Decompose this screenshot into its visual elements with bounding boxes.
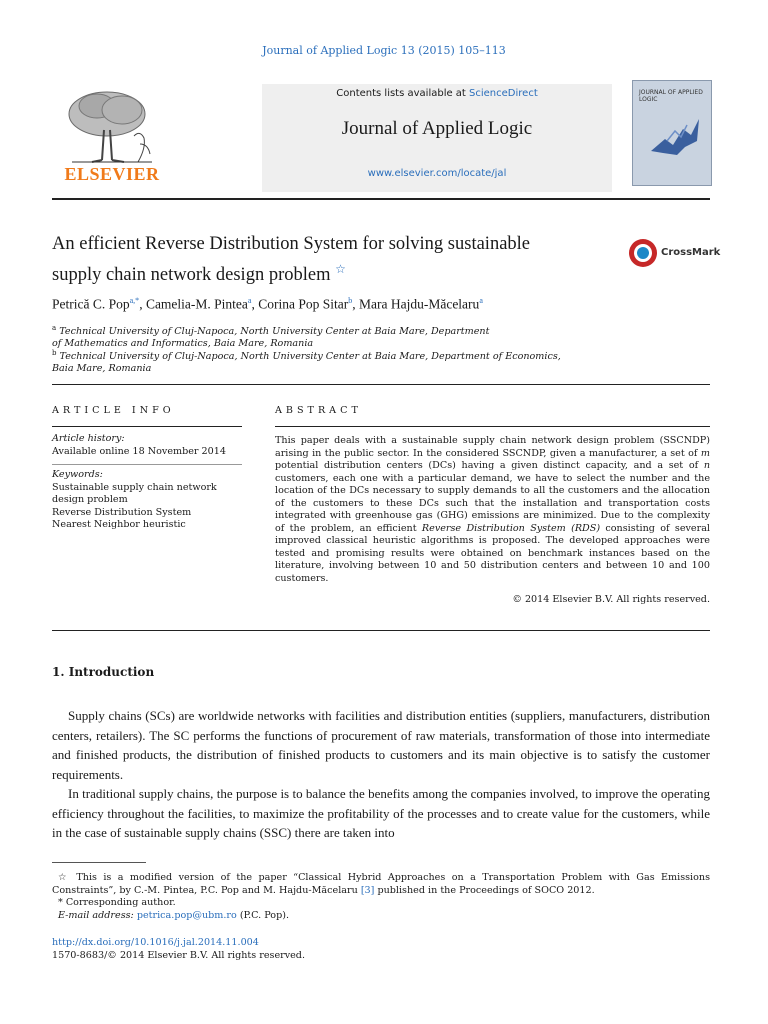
cover-graphic [647, 111, 703, 161]
footnote-corresponding [52, 897, 710, 910]
affiliation-rule [52, 384, 710, 385]
abstract-heading: ABSTRACT [275, 405, 362, 416]
title-line-2: supply chain network design problem [52, 265, 331, 286]
section-heading-introduction: 1. Introduction [52, 665, 155, 679]
abstract-var-m: m [700, 447, 710, 459]
sciencedirect-link[interactable]: ScienceDirect [469, 88, 538, 99]
history-value: Available online 18 November 2014 [52, 445, 226, 457]
affiliation-a [52, 322, 692, 350]
abstract-part: customers, each one with a particular demand, we have to select the number and the location of the DCs necessary to supply demands to all the customers and the allocation of the customers to these DCs such that the installation and transportation costs integrated with greenhouse gas (GHG) emissions are minimized. Due to the complexity of the problem, an efficient [275, 472, 710, 534]
footnote-star-text-end: published in the Proceedings of SOCO 2012. [374, 884, 595, 896]
intro-paragraph-2: In traditional supply chains, the purpose is to balance the benefits among the companies involved, to improve the operating efficiency throughout the facilities, to maximize the profitability of the processes and to create value for the customers, while in the case of sustainable supply chains (SSC) there are taken into [52, 786, 710, 840]
journal-name: Journal of Applied Logic [341, 118, 533, 139]
keyword-item: design problem [52, 494, 128, 505]
affiliation-a-marker: a [52, 324, 57, 332]
keyword-item: Sustainable supply chain network [52, 481, 217, 493]
issn-copyright: 1570-8683/© 2014 Elsevier B.V. All rights reserved. [52, 950, 305, 961]
footnote-star-text: This is a modified version of the paper “Classical Hybrid Approaches on a Transportation Problem with Gas Emissions Constraints”, by C.-M. Pintea, P.C. Pop and M. Hajdu-Măcelaru [52, 872, 710, 896]
abstract-bottom-rule [52, 630, 710, 631]
reference-link-3[interactable]: [3] [360, 884, 375, 896]
footnote-corr-text: Corresponding author. [62, 897, 176, 908]
affiliation-b-marker: b [52, 349, 57, 357]
title-footnote-star[interactable]: ☆ [335, 262, 346, 276]
journal-reference[interactable]: Journal of Applied Logic 13 (2015) 105–113 [262, 44, 506, 57]
affiliation-b [52, 347, 692, 375]
doi-link[interactable]: http://dx.doi.org/10.1016/j.jal.2014.11.004 [52, 937, 259, 948]
keywords-block [52, 469, 252, 532]
authors-line [52, 296, 483, 313]
abstract-rds: Reverse Distribution System (RDS) [421, 522, 601, 534]
abstract-var-n: n [703, 460, 710, 471]
affiliation-b-line1: Technical University of Cluj-Napoca, North University Center at Baia Mare, Department of Economics, [56, 351, 561, 363]
crossmark-badge[interactable] [628, 238, 721, 268]
author-2: , Camelia-M. Pintea [139, 296, 248, 312]
author-1-affil[interactable]: a,* [129, 296, 140, 305]
keywords-label: Keywords: [52, 469, 103, 480]
keyword-item: Nearest Neighbor heuristic [52, 519, 186, 530]
contents-line [262, 88, 612, 99]
abstract-copyright: © 2014 Elsevier B.V. All rights reserved. [512, 594, 710, 605]
footnote-corr-mark: * [58, 897, 63, 908]
keywords-rule [52, 464, 242, 465]
author-4-affil[interactable]: a [479, 296, 483, 305]
journal-cover-image [632, 80, 712, 186]
history-label: Article history: [52, 433, 125, 444]
abstract-text [275, 435, 710, 585]
footnote-email [52, 910, 716, 923]
email-label: E-mail address: [58, 910, 134, 921]
cover-title: JOURNAL OF APPLIED LOGIC [639, 89, 703, 103]
footnote-star-mark: ☆ [58, 872, 70, 883]
author-4: , Mara Hajdu-Măcelaru [352, 296, 480, 312]
email-link[interactable]: petrica.pop@ubm.ro [136, 910, 237, 921]
abstract-rule [275, 426, 710, 427]
affiliation-a-line2: of Mathematics and Informatics, Baia Mare, Romania [52, 338, 314, 350]
contents-prefix: Contents lists available at [336, 88, 470, 99]
crossmark-icon [628, 238, 658, 268]
author-1: Petrică C. Pop [52, 296, 130, 312]
article-info-heading: ARTICLE INFO [52, 405, 175, 416]
abstract-part: This paper deals with a sustainable supply chain network design problem (SSCNDP) arising in the public sector. In the considered SSCNDP, given a manufacturer, a set of [275, 435, 710, 459]
title-line-1: An efficient Reverse Distribution System for solving sustainable [52, 234, 531, 254]
abstract-part: potential distribution centers (DCs) having a given distinct capacity, and a set of [275, 460, 704, 471]
intro-paragraph-1: Supply chains (SCs) are worldwide networks with facilities and distribution entities (suppliers, manufacturers, distribution centers, retailers). The SC performs the functions of procurement of raw materials, transformation of those into intermediate and finished products, the distribution of finished products to customers and its main objective is to satisfy the customer requirements. [52, 708, 710, 782]
article-history [52, 433, 252, 458]
author-3: , Corina Pop Sitar [251, 296, 349, 312]
affiliation-b-line2: Baia Mare, Romania [52, 363, 152, 375]
email-suffix: (P.C. Pop). [236, 910, 290, 921]
keyword-item: Reverse Distribution System [52, 506, 192, 518]
footnote-star [52, 872, 710, 897]
abstract-part: consisting of several improved classical heuristic algorithms is proposed. The developed approaches were tested and promising results were obtained on benchmark instances based on the literature, involving between 10 and 50 distribution centers and between 10 and 100 customers. [275, 522, 710, 584]
journal-url-link[interactable]: www.elsevier.com/locate/jal [367, 168, 507, 179]
elsevier-wordmark: ELSEVIER [64, 164, 160, 184]
article-title [52, 232, 612, 288]
footnote-rule [52, 862, 146, 863]
affiliation-a-line1: Technical University of Cluj-Napoca, North University Center at Baia Mare, Department [56, 326, 490, 338]
article-info-rule [52, 426, 242, 427]
author-2-affil[interactable]: a [247, 296, 252, 305]
crossmark-label: CrossMark [661, 247, 721, 258]
header-rule [52, 198, 710, 200]
author-3-affil[interactable]: b [348, 296, 353, 305]
